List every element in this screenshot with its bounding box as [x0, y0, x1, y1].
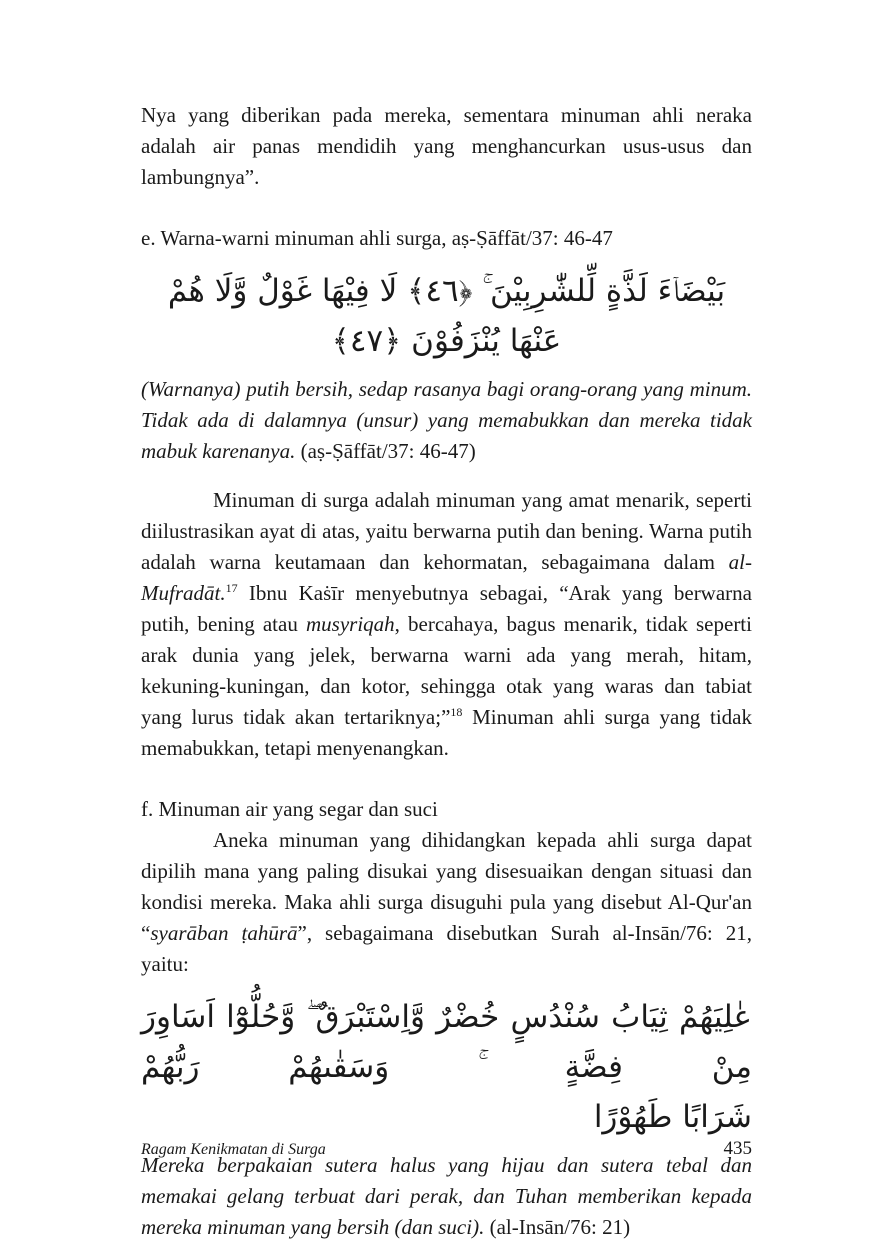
section-e-paragraph [141, 485, 752, 764]
section-e-arabic-verse: بَيْضَاۤءَ لَذَّةٍ لِّلشّٰرِبِيْنَ ۚ ﴿٤٦﴾ لَا فِيْهَا غَوْلٌ وَّلَا هُمْ عَنْهَا يُنْزَفُوْنَ ﴿٤٧﴾ [167, 273, 726, 359]
arabic-line-1: عٰلِيَهُمْ ثِيَابُ سُنْدُسٍ خُضْرٌ وَّاِسْتَبْرَقٌ ۖ وَّحُلُّوْٓا اَسَاوِرَ مِنْ فِضَّةٍ ۚ وَسَقٰىهُمْ رَبُّهُمْ [141, 999, 752, 1085]
section-f-arabic-verse [141, 992, 752, 1142]
intro-paragraph: Nya yang diberikan pada mereka, sementara minuman ahli neraka adalah air panas mendidih yang menghancurkan usus-usus dan lambungnya”. [141, 103, 752, 189]
spacer [141, 467, 752, 485]
section-f-paragraph [141, 825, 752, 980]
text-run: ”, sebagaimana disebutkan Surah al-Insān/76: 21, yaitu: [141, 921, 752, 976]
text-run: , bercahaya, bagus menarik, tidak seperti arak dunia yang jelek, berwarna warni ada yang merah, hitam, kekuning-kuningan, dan kotor, sehingga otak yang waras dan tabiat yang lurus tidak akan tertariknya;” [141, 612, 752, 729]
spacer [141, 193, 752, 223]
section-e-translation: (Warnanya) putih bersih, sedap rasanya bagi orang-orang yang minum. Tidak ada di dalamnya (unsur) yang memabukkan dan mereka tidak mabuk karenanya. [141, 377, 752, 463]
text-run: Ibnu Kaṡīr menyebutnya sebagai, “Arak yang berwarna putih, bening atau [141, 581, 752, 636]
footnote-marker: 17 [225, 581, 238, 595]
section-f-translation: Mereka berpakaian sutera halus yang hijau dan sutera tebal dan memakai gelang terbuat dari perak, dan Tuhan memberikan kepada mereka minuman yang bersih (dan suci). [141, 1153, 752, 1239]
section-e-translation-block [141, 374, 752, 467]
text-run: Minuman di surga adalah minuman yang amat menarik, seperti diilustrasikan ayat di atas, yaitu berwarna putih dan bening. Warna putih adalah warna keutamaan dan kehormatan, sebagaimana dalam [141, 488, 752, 574]
arabic-line-2: شَرَابًا طَهُوْرًا [593, 1099, 752, 1135]
page-body [141, 100, 752, 1243]
section-f-heading: f. Minuman air yang segar dan suci [141, 797, 438, 821]
italic-term: al-Mufradāt. [141, 550, 752, 605]
text-run: Aneka minuman yang dihidangkan kepada ahli surga dapat dipilih mana yang paling disukai yang disesuaikan dengan situasi dan kondisi mereka. Maka ahli surga disuguhi pula yang disebut Al-Qur'an “ [141, 828, 752, 945]
page-number: 435 [723, 1138, 752, 1159]
italic-term: syarāban ṭahūrā [150, 921, 298, 945]
page-footer [141, 1138, 752, 1160]
text-run: Minuman ahli surga yang tidak memabukkan, tetapi menyenangkan. [141, 705, 752, 760]
spacer [141, 764, 752, 794]
footnote-marker: 18 [450, 705, 463, 719]
running-title: Ragam Kenikmatan di Surga [141, 1141, 326, 1158]
section-e-reference: (aṣ-Ṣāffāt/37: 46-47) [300, 439, 476, 463]
section-e-heading: e. Warna-warni minuman ahli surga, aṣ-Ṣāffāt/37: 46-47 [141, 226, 613, 250]
section-f-translation-block [141, 1150, 752, 1243]
section-f-reference: (al-Insān/76: 21) [489, 1215, 631, 1239]
italic-term: musyriqah [305, 612, 395, 636]
